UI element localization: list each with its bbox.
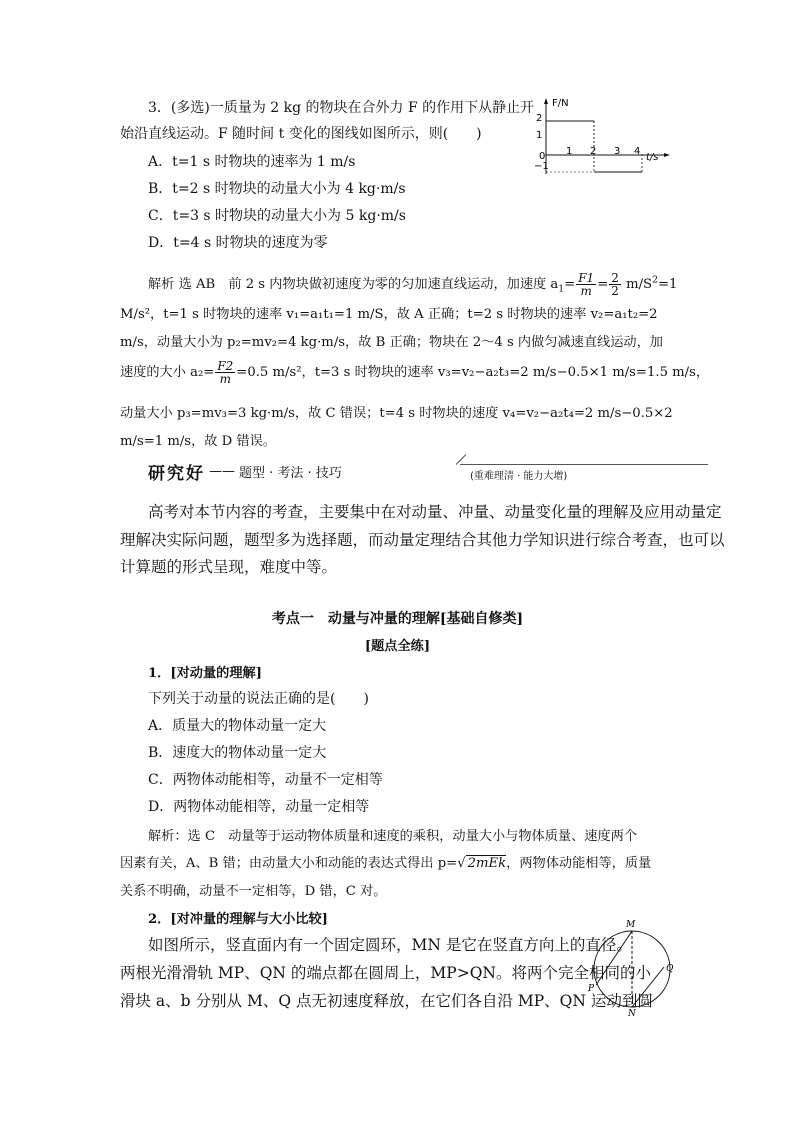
p1q2-line1: 如图所示，竖直面内有一个固定圆环，MN 是它在竖直方向上的直径。 [148, 936, 632, 954]
sol3-line3: m/s，动量大小为 p₂=mv₂=4 kg·m/s，故 B 正确；物块在 2～4 s 内做匀减速直线运动，加 [120, 335, 663, 350]
sol3-line6: m/s=1 m/s，故 D 错误。 [120, 434, 276, 449]
p1q2-line2: 两根光滑滑轨 MP、QN 的端点都在圆周上，MP>QN。将两个完全相同的小 [120, 964, 651, 982]
svg-text:P: P [588, 984, 595, 994]
p1q1-stem: 下列关于动量的说法正确的是( ) [148, 691, 369, 707]
p1sol-line1: 解析：选 C 动量等于运动物体质量和速度的乘积，动量大小与物体质量、速度两个 [148, 829, 638, 844]
sol3-line5: 动量大小 p₃=mv₃=3 kg·m/s，故 C 错误；t=4 s 时物块的速度 v₄=v₂−a₂t₄=2 m/s−0.5×2 [120, 406, 673, 421]
svg-text:1: 1 [536, 130, 543, 141]
svg-text:−1: −1 [534, 161, 549, 172]
section-tag: (重难理清 · 能力大增) [470, 471, 568, 482]
intro-line1: 高考对本节内容的考查，主要集中在对动量、冲量、动量变化量的理解及应用动量定 [148, 503, 722, 521]
graph-xlabel: t/s [646, 152, 659, 163]
point1-title: 考点一 动量与冲量的理解[基础自修类] [271, 611, 524, 627]
q3-option-b: B．t=2 s 时物块的动量大小为 4 kg·m/s [148, 181, 406, 197]
svg-text:M: M [626, 920, 636, 930]
svg-text:2: 2 [590, 146, 597, 157]
section-subtitle: 题型 · 考法 · 技巧 [239, 465, 342, 481]
intro-line2: 理解决实际问题，题型多为选择题，而动量定理结合其他力学知识进行综合考查，也可以 [120, 531, 725, 549]
svg-text:3: 3 [614, 146, 621, 157]
svg-text:2: 2 [536, 113, 543, 124]
p1q1-option-a: A．质量大的物体动量一定大 [148, 718, 327, 734]
p1q1-option-c: C．两物体动能相等，动量不一定相等 [148, 772, 383, 788]
sol3-line2: M/s²，t=1 s 时物块的速率 v₁=a₁t₁=1 m/S，故 A 正确；t=2 s 时物块的速率 v₂=a₁t₂=2 [120, 307, 658, 322]
sol3-line4: 速度的大小 a₂= $\frac{F2}{m}$ =0.5 m/s²，t=3 s 时物块的速率 v₃=v₂−a₂t₃=2 m/s−0.5×1 m/s=1.5 m/s， [120, 359, 710, 386]
q3-option-a: A．t=1 s 时物块的速率为 1 m/s [148, 154, 356, 170]
svg-text:N: N [628, 1009, 636, 1017]
force-time-graph [534, 94, 674, 178]
p1q1-option-d: D．两物体动能相等，动量一定相等 [148, 799, 370, 815]
intro-line3: 计算题的形式呈现，难度中等。 [120, 558, 338, 576]
graph-ylabel: F/N [552, 98, 569, 109]
sol3-line1: 解析 选 AB 前 2 s 内物块做初速度为零的匀加速直线运动，加速度 $a_1=$ $\frac{F1}{m}$ = $\frac{2}{2}$ $m/S^2=1$ [148, 271, 678, 298]
p1sol-line3: 关系不明确，动量不一定相等，D 错，C 对。 [120, 884, 387, 899]
q3-option-c: C．t=3 s 时物块的动量大小为 5 kg·m/s [148, 208, 406, 224]
p1q2-number: 2．[对冲量的理解与大小比较] [148, 912, 328, 927]
q3-line1: 3．(多选)一质量为 2 kg 的物块在合外力 F 的作用下从静止开 [148, 100, 535, 116]
q3-line2: 始沿直线运动。F 随时间 t 变化的图线如图所示，则( ) [120, 126, 482, 142]
q3-option-d: D．t=4 s 时物块的速度为零 [148, 235, 328, 251]
svg-text:Q: Q [666, 964, 674, 974]
section-header: 研究好 —— 题型 · 考法 · 技巧 [148, 458, 342, 484]
svg-text:4: 4 [634, 146, 641, 157]
p1q2-line3: 滑块 a、b 分别从 M、Q 点无初速度释放，在它们各自沿 MP、QN 运动到圆 [120, 992, 653, 1010]
section-title: 研究好 [148, 463, 205, 484]
p1q1-option-b: B．速度大的物体动量一定大 [148, 745, 327, 761]
p1q1-number: 1．[对动量的理解] [148, 666, 262, 681]
section-divider [460, 464, 708, 465]
svg-text:0: 0 [539, 151, 546, 162]
circle-figure [584, 915, 680, 1017]
p1sol-line2: 因素有关，A、B 错；由动量大小和动能的表达式得出 p=√ 2mEk，两物体动能相等，质量 [120, 856, 652, 871]
svg-text:1: 1 [566, 146, 573, 157]
point1-subtitle: [题点全练] [364, 639, 431, 654]
